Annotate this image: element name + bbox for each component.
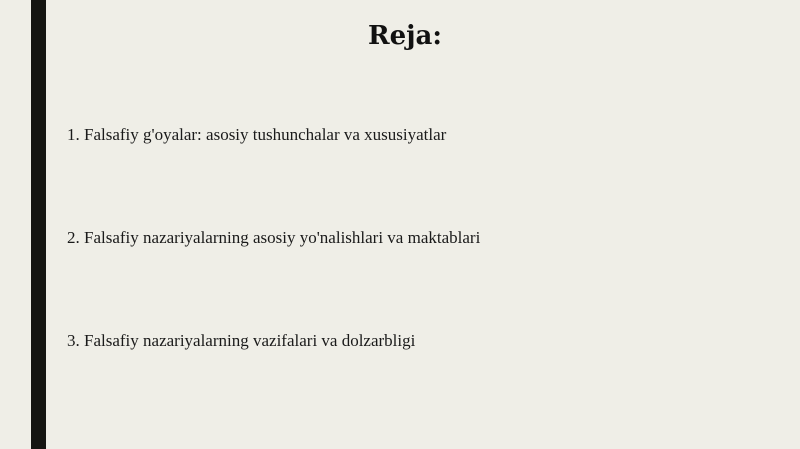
plan-item-2: 2. Falsafiy nazariyalarning asosiy yo'nalishlari va maktablari (67, 228, 481, 247)
slide-title: Reja: (367, 21, 442, 51)
plan-item-1: 1. Falsafiy g'oyalar: asosiy tushunchalar va xususiyatlar (67, 125, 447, 144)
plan-item-3: 3. Falsafiy nazariyalarning vazifalari va dolzarbligi (67, 331, 416, 350)
